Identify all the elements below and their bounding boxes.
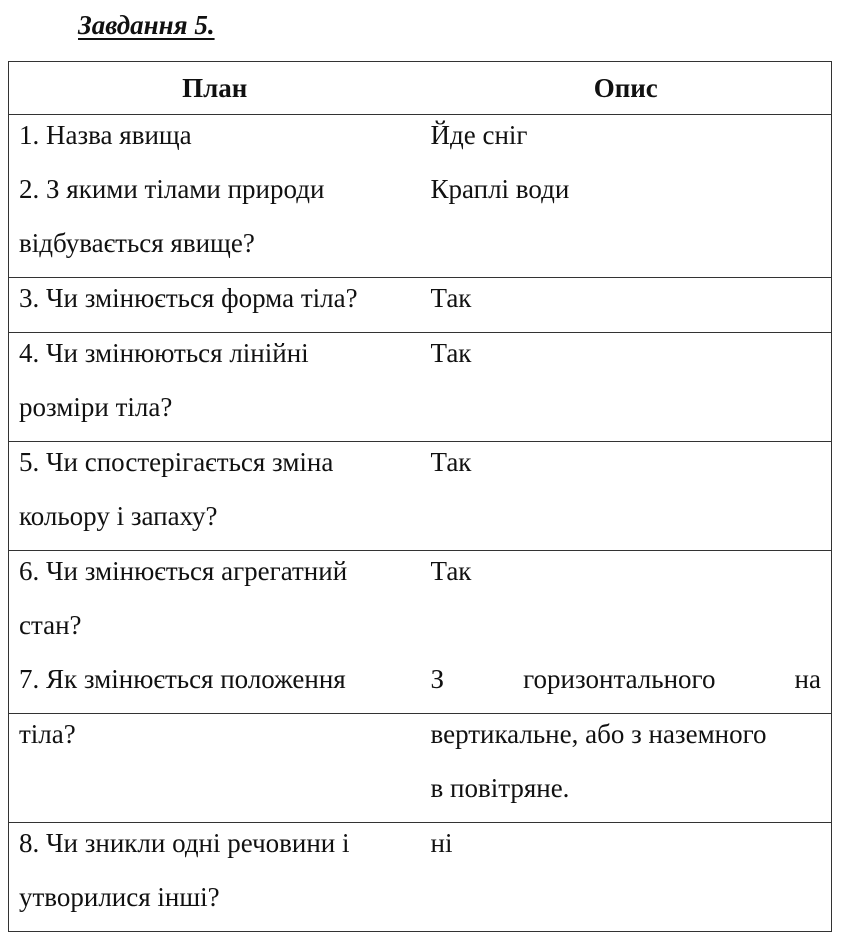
description-line: Так [430, 283, 472, 313]
description-line [431, 496, 832, 550]
description-line: Так [430, 338, 472, 368]
description-line [431, 223, 832, 277]
description-cell [421, 714, 832, 823]
plan-table [8, 61, 832, 932]
plan-line: 1. Назва явища [19, 120, 192, 150]
description-line: Йде сніг [430, 120, 528, 150]
description-line: вертикальне, або з наземного [430, 719, 767, 749]
description-cell [421, 278, 832, 333]
plan-line: тіла? [19, 719, 76, 749]
description-line: ні [430, 828, 453, 858]
plan-cell [9, 278, 421, 333]
description-cell [421, 333, 832, 442]
plan-line: 5. Чи спостерігається зміна [19, 447, 334, 477]
plan-line: розміри тіла? [19, 392, 173, 422]
description-line [431, 877, 832, 931]
plan-line: 4. Чи змінюються лінійні [19, 338, 309, 368]
plan-line: 2. З якими тілами природи [19, 174, 325, 204]
description-line [431, 605, 832, 659]
table-row [9, 115, 832, 278]
description-line: Так [430, 447, 472, 477]
description-cell [421, 442, 832, 551]
description-cell [421, 823, 832, 932]
plan-line [19, 768, 421, 822]
description-line: Так [430, 556, 472, 586]
plan-cell [9, 823, 421, 932]
plan-line: відбувається явище? [19, 228, 255, 258]
header-plan: План [9, 62, 421, 115]
plan-cell [9, 714, 421, 823]
plan-cell [9, 115, 421, 278]
plan-line: стан? [19, 610, 82, 640]
plan-line: утворилися інші? [19, 882, 220, 912]
table-row [9, 333, 832, 442]
header-row [9, 62, 832, 115]
description-line [431, 387, 832, 441]
plan-cell [9, 442, 421, 551]
header-description: Опис [421, 62, 832, 115]
plan-line: 3. Чи змінюється форма тіла? [19, 283, 358, 313]
table-row [9, 442, 832, 551]
plan-line: 7. Як змінюється положення [19, 664, 346, 694]
task-title: Завдання 5. [78, 10, 215, 40]
description-line: З горизонтального на [430, 664, 821, 694]
plan-cell [9, 333, 421, 442]
description-cell [421, 115, 832, 278]
plan-line: кольору і запаху? [19, 501, 218, 531]
description-line: Краплі води [430, 174, 570, 204]
plan-line: 8. Чи зникли одні речовини і [19, 828, 350, 858]
table-row [9, 714, 832, 823]
description-cell [421, 551, 832, 714]
plan-cell [9, 551, 421, 714]
description-line: в повітряне. [430, 773, 570, 803]
plan-line: 6. Чи змінюється агрегатний [19, 556, 348, 586]
table-row [9, 551, 832, 714]
table-row [9, 278, 832, 333]
table-row [9, 823, 832, 932]
